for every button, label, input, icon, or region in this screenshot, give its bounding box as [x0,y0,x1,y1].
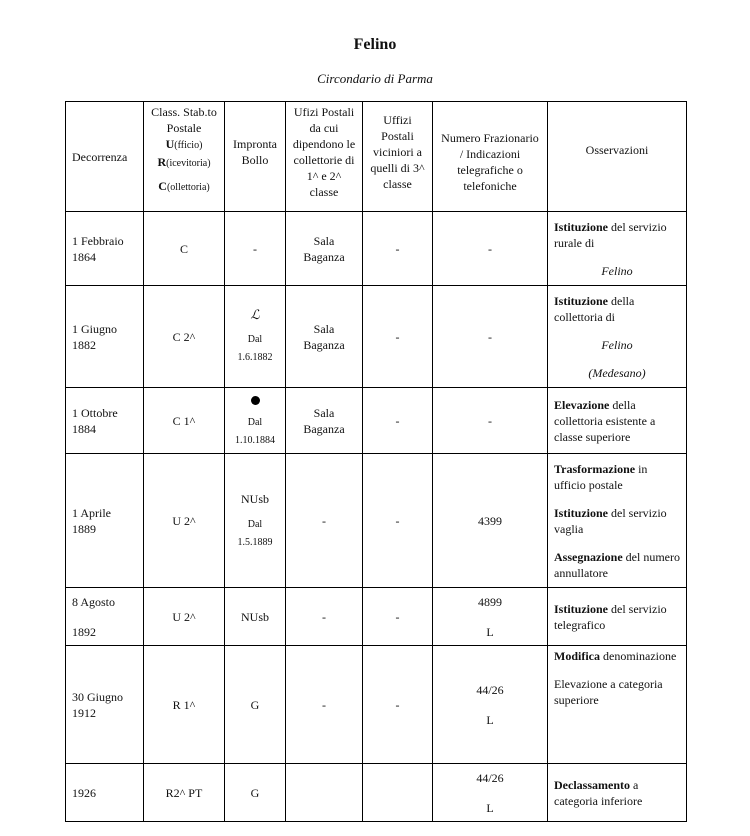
cell-numero: - [433,388,548,454]
header-numero: Numero Frazionario / Indicazioni telegrafiche o telefoniche [433,102,548,212]
obs-text: del servizio rurale di [554,219,667,250]
header-decorrenza: Decorrenza [66,102,144,212]
obs-bold: Modifica [554,649,600,663]
cell-impronta [225,454,286,588]
numero-indicazione: L [486,712,494,727]
cell-impronta [225,286,286,388]
cell-uffizi: - [363,388,433,454]
cell-decorrenza [66,212,144,286]
cell-class: C 1^ [144,388,225,454]
cell-osservazioni [548,286,687,388]
numero-indicazione: L [486,800,494,815]
cell-uffizi [363,764,433,822]
obs-text: in ufficio postale [554,461,648,492]
obs-text: Elevazione a categoria superiore [554,677,663,707]
obs-bold: Istituzione [554,601,608,616]
obs-bold: Istituzione [554,219,608,234]
obs-bold: Istituzione [554,293,608,308]
cell-numero [433,764,548,822]
table-row [66,454,687,588]
cell-uffizi: - [363,646,433,764]
decorrenza-year: 1884 [72,421,96,436]
obs-text: della collettoria di [554,293,635,324]
cell-ufizi [286,212,363,286]
cell-osservazioni [548,764,687,822]
header-class-c-letter: C [158,179,167,193]
table-row [66,646,687,764]
cell-decorrenza [66,388,144,454]
ufizi-line2: Baganza [303,421,345,436]
impronta-date: 1.10.1884 [235,434,275,446]
decorrenza-day: 1 Giugno [72,321,117,336]
table-header-row [66,102,687,212]
postmark-script-l-icon: ℒ [250,308,260,323]
header-class-line2: Postale [166,121,202,135]
cell-class: R2^ PT [144,764,225,822]
cell-numero [433,646,548,764]
impronta-dal: Dal [247,416,263,428]
cell-ufizi [286,764,363,822]
cell-ufizi: - [286,588,363,646]
cell-impronta: NUsb [225,588,286,646]
obs-bold: Declassamento [554,777,630,792]
cell-impronta: - [225,212,286,286]
obs-text: del servizio telegrafico [554,601,667,632]
header-impronta: Impronta Bollo [225,102,286,212]
cell-osservazioni [548,454,687,588]
obs-place: Felino [601,263,633,278]
decorrenza-day: 8 Agosto [72,594,116,609]
cell-uffizi: - [363,212,433,286]
cell-osservazioni [548,588,687,646]
postmark-dot-icon [251,396,260,405]
decorrenza-year: 1912 [72,705,96,720]
decorrenza-year: 1892 [72,624,96,639]
table-row [66,588,687,646]
decorrenza-year: 1889 [72,521,96,536]
obs-text: del servizio vaglia [554,505,667,536]
cell-uffizi: - [363,286,433,388]
page-subtitle: Circondario di Parma [317,71,433,86]
ufizi-line1: Sala [313,405,335,420]
numero-frazionario: 44/26 [476,682,504,697]
decorrenza-day: 1 Aprile [72,505,111,520]
cell-ufizi: - [286,646,363,764]
cell-decorrenza [66,286,144,388]
cell-uffizi: - [363,588,433,646]
header-class-line1: Class. Stab.to [151,105,217,119]
table-row [66,286,687,388]
cell-numero [433,588,548,646]
table-row [66,212,687,286]
header-osservazioni: Osservazioni [548,102,687,212]
obs-bold: Assegnazione [554,549,623,564]
cell-class: U 2^ [144,588,225,646]
decorrenza-day: 1 Febbraio [72,233,124,248]
numero-indicazione: L [486,624,494,639]
cell-osservazioni [548,212,687,286]
impronta-dal: Dal [247,518,263,530]
page-title: Felino [353,36,397,53]
header-class-r-rest: (icevitoria) [166,158,211,169]
obs-text: a categoria inferiore [554,777,643,808]
ufizi-line1: Sala [313,233,335,248]
cell-class: C 2^ [144,286,225,388]
impronta-date: 1.5.1889 [237,536,273,548]
header-ufizi: Ufizi Postali da cui dipendono le collettorie di 1^ e 2^ classe [286,102,363,212]
impronta-date: 1.6.1882 [237,352,273,363]
cell-decorrenza [66,646,144,764]
cell-impronta: G [225,646,286,764]
cell-numero: - [433,286,548,388]
decorrenza-year: 1926 [72,785,96,800]
obs-place: Felino [601,337,633,352]
cell-decorrenza [66,454,144,588]
cell-ufizi [286,388,363,454]
postal-history-table [65,101,687,822]
cell-osservazioni [548,646,687,764]
ufizi-line2: Baganza [303,337,345,352]
cell-class: R 1^ [144,646,225,764]
obs-text: della collettoria esistente a classe superiore [554,397,656,444]
numero-frazionario: 44/26 [476,770,504,785]
obs-bold: Istituzione [554,505,608,520]
cell-numero: 4399 [433,454,548,588]
header-class-r-letter: R [157,155,167,169]
table-row [66,388,687,454]
obs-text: denominazione [600,649,677,663]
header-class-u-letter: U [165,137,175,151]
impronta-code: NUsb [240,491,269,506]
numero-frazionario: 4899 [478,594,502,609]
decorrenza-day: 1 Ottobre [72,405,118,420]
decorrenza-year: 1864 [72,249,96,264]
table-row [66,764,687,822]
obs-bold: Elevazione [554,397,610,412]
header-class-u-rest: (fficio) [174,140,203,151]
cell-osservazioni [548,388,687,454]
decorrenza-year: 1882 [72,337,96,352]
ufizi-line1: Sala [313,321,335,336]
cell-class: C [144,212,225,286]
cell-ufizi [286,286,363,388]
header-uffizi: Uffizi Postali viciniori a quelli di 3^ classe [363,102,433,212]
cell-decorrenza [66,588,144,646]
ufizi-line2: Baganza [303,249,345,264]
obs-text: del numero annullatore [554,549,680,580]
cell-impronta [225,388,286,454]
cell-class: U 2^ [144,454,225,588]
obs-place-secondary: (Medesano) [588,365,646,380]
decorrenza-day: 30 Giugno [72,689,123,704]
cell-uffizi: - [363,454,433,588]
cell-impronta: G [225,764,286,822]
cell-decorrenza [66,764,144,822]
header-class-c-rest: (ollettoria) [166,182,210,193]
impronta-dal: Dal [247,334,263,345]
header-classificazione [144,102,225,212]
cell-numero: - [433,212,548,286]
obs-bold: Trasformazione [554,461,636,476]
cell-ufizi: - [286,454,363,588]
